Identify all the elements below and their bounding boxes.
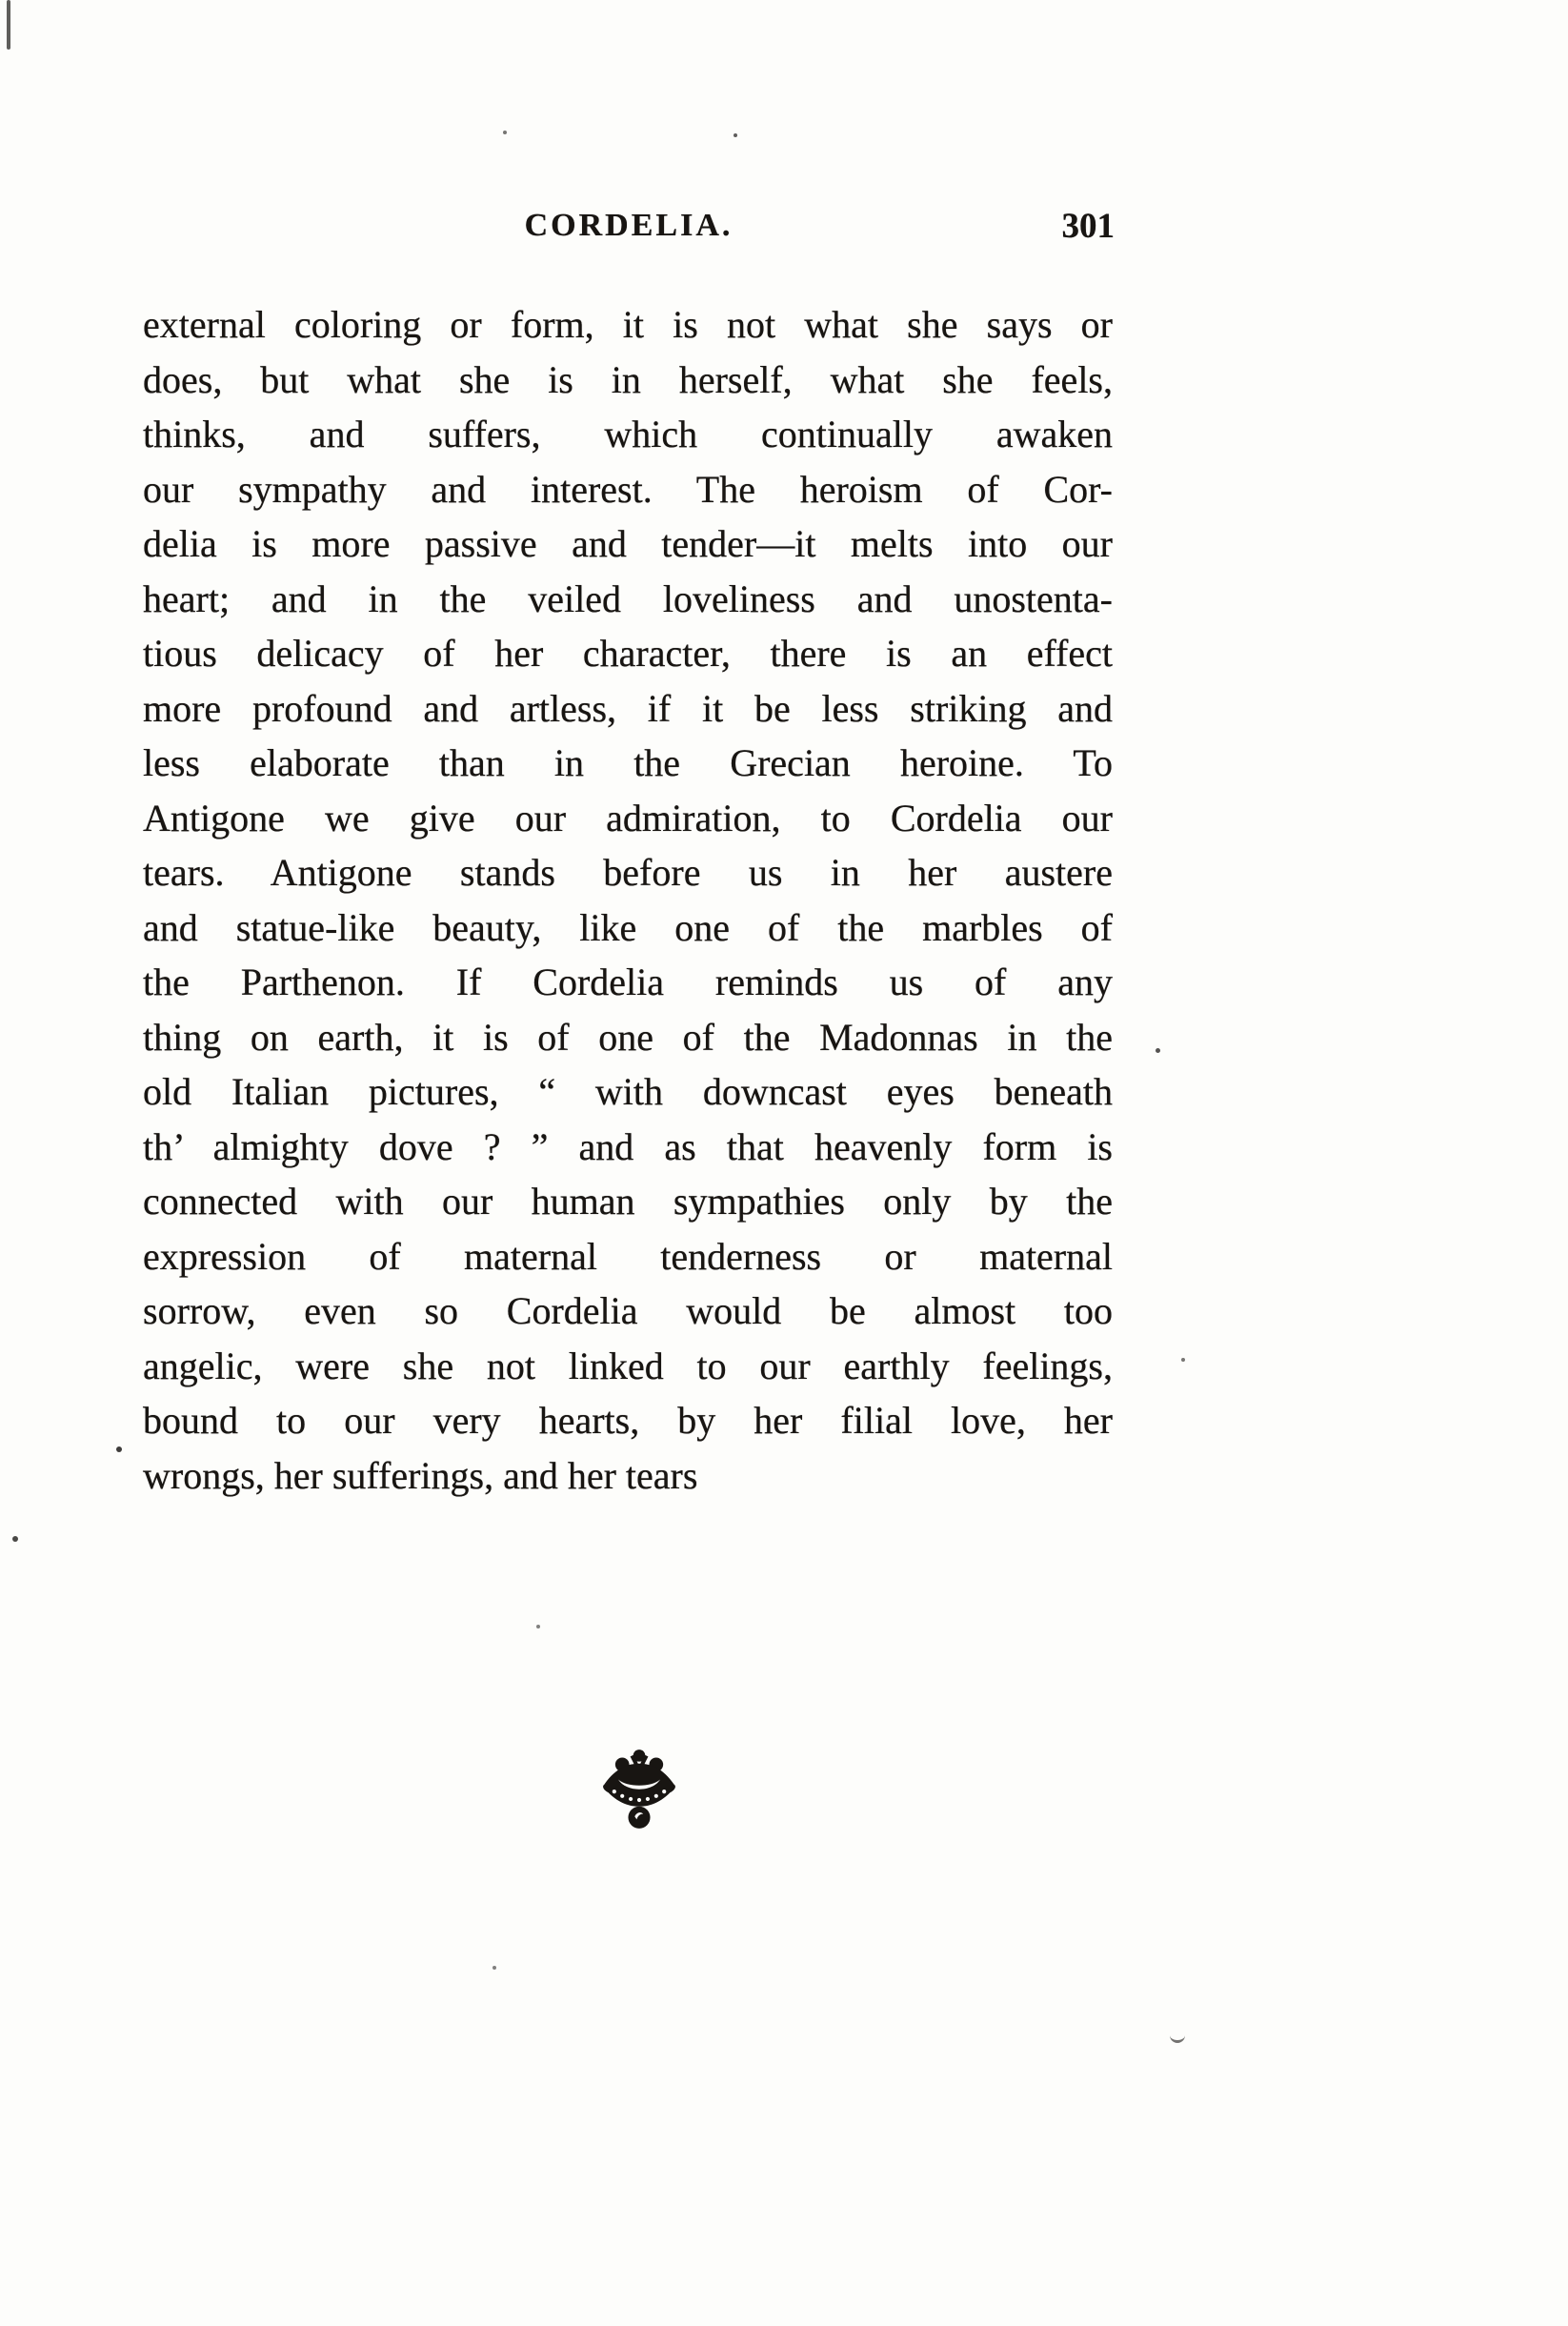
text-line: angelic, were she not linked to our earthly feelings, <box>143 1344 1113 1387</box>
text-line: bound to our very hearts, by her filial love, her <box>143 1399 1113 1442</box>
text-line: thing on earth, it is of one of the Madonnas in the <box>143 1015 1113 1059</box>
text-line: less elaborate than in the Grecian heroine. To <box>143 741 1113 784</box>
running-title: CORDELIA. <box>524 208 734 243</box>
text-line: th’ almighty dove ? ” and as that heavenly form is <box>143 1124 1113 1168</box>
scan-artifact <box>116 1446 122 1452</box>
text-line: expression of maternal tenderness or maternal <box>143 1234 1113 1278</box>
text-line: tears. Antigone stands before us in her austere <box>143 851 1113 894</box>
text-line: and statue-like beauty, like one of the marbles of <box>143 905 1113 949</box>
text-line: external coloring or form, it is not what she says or <box>143 303 1113 346</box>
scan-artifact <box>1170 2032 1185 2043</box>
text-line: does, but what she is in herself, what she feels, <box>143 357 1113 401</box>
scan-artifact <box>1156 1048 1160 1053</box>
text-line: old Italian pictures, “ with downcast eyes beneath <box>143 1070 1113 1113</box>
text-line: more profound and artless, if it be less striking and <box>143 686 1113 730</box>
scan-artifact <box>503 131 507 134</box>
text-line: our sympathy and interest. The heroism of Cor- <box>143 467 1113 511</box>
body-text <box>143 297 1113 1503</box>
text-line: thinks, and suffers, which continually awaken <box>143 413 1113 455</box>
scan-artifact <box>12 1536 18 1542</box>
scan-artifact <box>536 1625 540 1628</box>
scan-artifact <box>734 133 737 137</box>
scan-artifact <box>7 0 10 50</box>
scan-artifact <box>1181 1358 1185 1362</box>
text-line: the Parthenon. If Cordelia reminds us of any <box>143 961 1113 1003</box>
text-line: delia is more passive and tender—it melts into our <box>143 522 1113 565</box>
text-line: heart; and in the veiled loveliness and unostenta- <box>143 576 1113 620</box>
page-header <box>143 208 1115 253</box>
page-number: 301 <box>1061 207 1115 246</box>
printer-fleuron-icon <box>598 1748 680 1831</box>
scan-artifact <box>493 1966 496 1970</box>
text-line: connected with our human sympathies only by the <box>143 1180 1113 1223</box>
text-line: tious delicacy of her character, there is an effect <box>143 632 1113 675</box>
text-line: sorrow, even so Cordelia would be almost too <box>143 1289 1113 1332</box>
text-line: wrongs, her sufferings, and her tears <box>143 1453 698 1497</box>
text-line: Antigone we give our admiration, to Cordelia our <box>143 796 1113 839</box>
